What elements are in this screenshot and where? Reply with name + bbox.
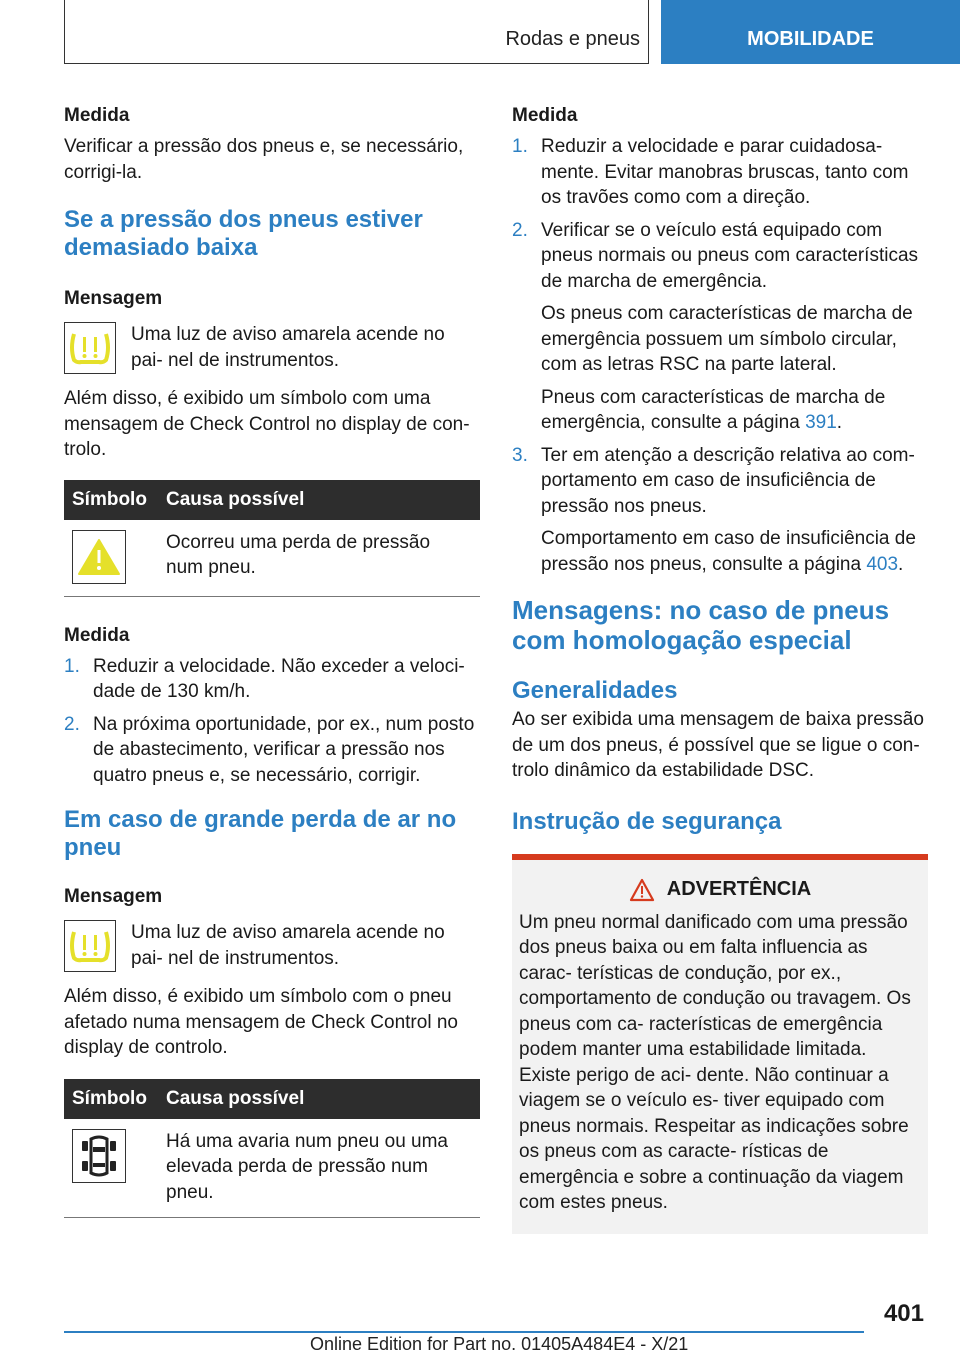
warning-triangle-icon [72, 530, 126, 584]
table-header-cause: Causa possível [158, 1079, 480, 1119]
message-2-additional-text: Além disso, é exibido um símbolo com o pneu afetado numa mensagem de Check Control no display de controlo. [64, 986, 458, 1058]
section-special-tires-heading: Mensagens: no caso de pneus com homologação especial [512, 595, 890, 655]
reference-end: . [836, 412, 843, 433]
step-number: 1. [64, 655, 80, 677]
step-number: 1. [512, 136, 528, 157]
medida-2-heading: Medida [64, 624, 130, 646]
car-tire-status-icon [72, 1129, 126, 1183]
message-row [64, 322, 480, 374]
list-item [64, 654, 480, 705]
step-text: Ter em atenção a descrição relativa ao com- portamento em caso de insuficiência de pressão nos pneus. [541, 444, 915, 517]
table-row [64, 1119, 480, 1218]
tire-pressure-warning-icon [64, 920, 116, 972]
message-2-heading: Mensagem [64, 886, 163, 907]
table-header-symbol: Símbolo [64, 480, 158, 520]
table-header-symbol: Símbolo [64, 1079, 158, 1119]
list-item [512, 218, 928, 436]
medida-text: Verificar a pressão dos pneus e, se necessário, corrigi-la. [64, 136, 464, 183]
list-item [512, 443, 928, 578]
footer-divider [64, 1331, 864, 1333]
page-link-403[interactable]: 403 [866, 553, 899, 575]
warning-triangle-icon [629, 878, 655, 902]
table-row [64, 520, 480, 597]
left-column [64, 100, 480, 1218]
table-header-cause: Causa possível [158, 480, 480, 520]
symbol-table-2 [64, 1079, 480, 1219]
header-tab-mobilidade[interactable]: MOBILIDADE [661, 0, 960, 64]
reference-end: . [898, 553, 904, 575]
warning-box [512, 854, 928, 1234]
reference-text: Comportamento em caso de insuficiência de pressão nos pneus, consulte a página [541, 528, 916, 575]
step-note: Os pneus com características de marcha de emergência possuem um símbolo circular, com as letras RSC na parte lateral. [541, 303, 913, 375]
step-text: Na próxima oportunidade, por ex., num posto de abastecimento, verificar a pressão nos quatro pneus e, se necessário, corrigir. [93, 713, 475, 786]
warning-text: Um pneu normal danificado com uma pressão dos pneus baixa ou em falta influencia as carac- terísticas de condução, por ex., comportamento de condução ou travagem. Os pneus com ca- racterísticas de emergência podem manter uma estabilidade limitada. Existe perigo de aci- dente. Não continuar a viagem se o veículo es- tiver equipado com pneus normais. Respeitar as indicações sobre os pneus com as caracte- rísticas de emergência e sobre a continuação da viagem com estes pneus. [519, 911, 911, 1213]
section-low-pressure-heading: Se a pressão dos pneus estiver demasiado baixa [64, 206, 423, 261]
message-row [64, 920, 480, 972]
footer-edition: Online Edition for Part no. 01405A484E4 - X/21 [310, 1334, 689, 1354]
page-link-391[interactable]: 391 [805, 412, 837, 433]
list-item [512, 134, 928, 211]
message-text: Uma luz de aviso amarela acende no pai- nel de instrumentos. [131, 324, 445, 371]
step-number: 2. [64, 713, 80, 735]
step-list-left [64, 654, 480, 789]
page-number: 401 [883, 1300, 924, 1327]
list-item [64, 712, 480, 789]
step-number: 3. [512, 444, 528, 466]
message-additional-text: Além disso, é exibido um símbolo com uma mensagem de Check Control no display de con- trolo. [64, 388, 470, 460]
step-list-right [512, 134, 928, 577]
safety-instruction-heading: Instrução de segurança [512, 807, 782, 835]
section-air-loss-heading: Em caso de grande perda de ar no pneu [64, 806, 457, 861]
generalidades-heading: Generalidades [512, 677, 678, 704]
step-text: Verificar se o veículo está equipado com pneus normais ou pneus com características de marcha de emergência. [541, 219, 919, 292]
symbol-table-1 [64, 480, 480, 597]
message-heading: Mensagem [64, 288, 163, 309]
step-text: Reduzir a velocidade. Não exceder a veloci- dade de 130 km/h. [93, 655, 465, 702]
reference-text: Pneus com características de marcha de emergência, consulte a página [541, 386, 886, 433]
step-reference [541, 526, 928, 577]
header-section-title: Rodas e pneus [505, 28, 640, 50]
step-number: 2. [512, 219, 528, 241]
step-reference [541, 385, 928, 436]
message-2-text: Uma luz de aviso amarela acende no pai- nel de instrumentos. [131, 922, 445, 969]
tire-pressure-warning-icon [64, 322, 116, 374]
medida-heading: Medida [64, 105, 130, 126]
warning-title [519, 878, 921, 902]
table-cause-text: Há uma avaria num pneu ou uma elevada perda de pressão num pneu. [158, 1119, 480, 1218]
step-text: Reduzir a velocidade e parar cuidadosa- mente. Evitar manobras bruscas, tanto com os travões como com a direção. [541, 136, 909, 208]
right-column [512, 100, 928, 1234]
generalidades-text: Ao ser exibida uma mensagem de baixa pressão de um dos pneus, é possível que se ligue o con- trolo dinâmico da estabilidade DSC. [512, 709, 924, 781]
medida-right-heading: Medida [512, 105, 578, 126]
table-cause-text: Ocorreu uma perda de pressão num pneu. [158, 520, 480, 597]
warning-label: ADVERTÊNCIA [666, 878, 812, 900]
